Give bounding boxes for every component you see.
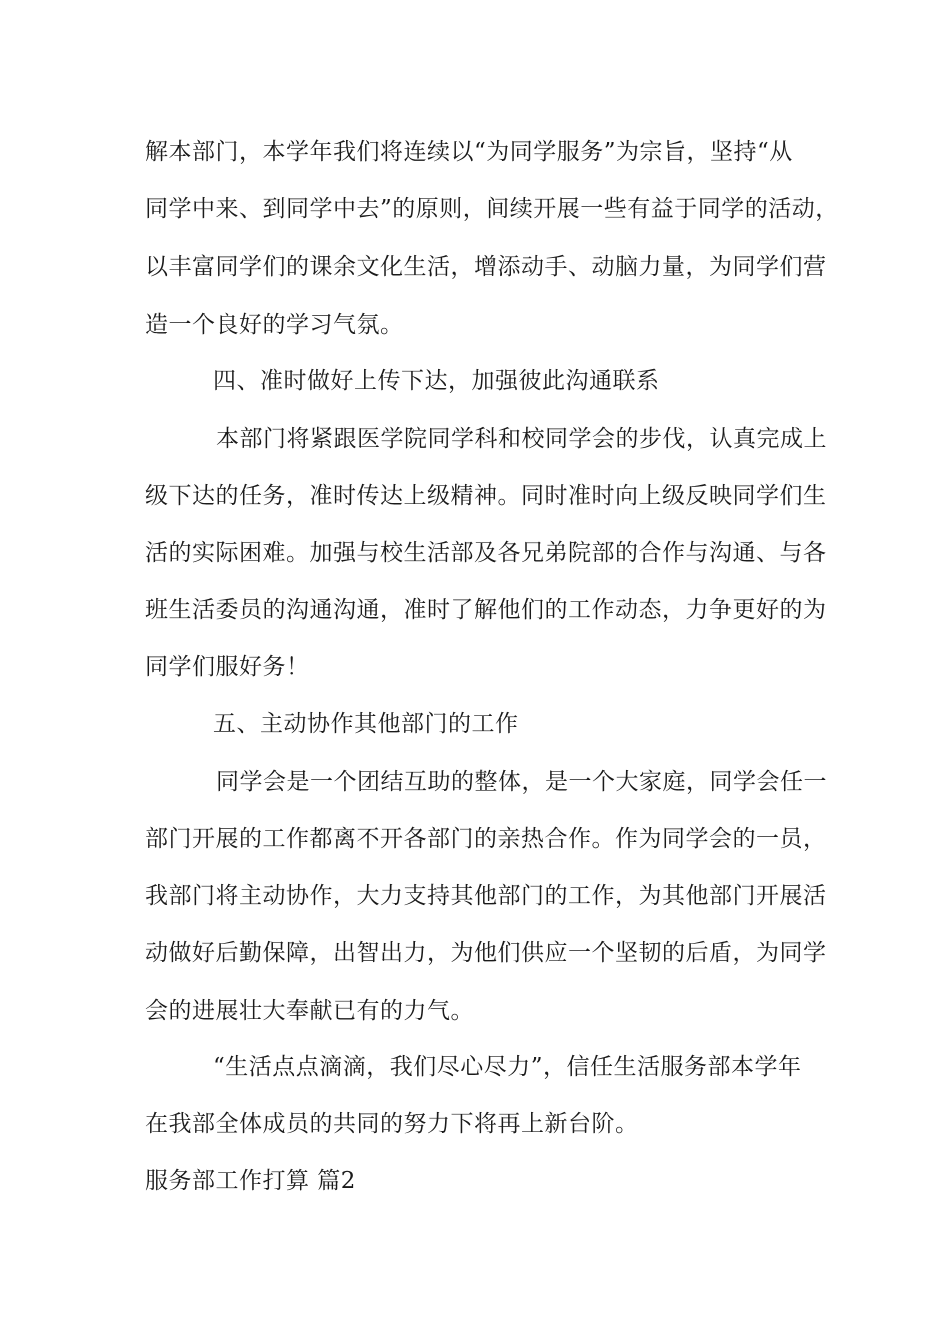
paragraph-line: 同学们服好务！ [145,654,310,680]
paragraph-line: 动做好后勤保障，出智出力，为他们供应一个坚韧的后盾，为同学 [145,940,827,966]
paragraph-line: 活的实际困难。加强与校生活部及各兄弟院部的合作与沟通、与各 [145,540,827,566]
paragraph-line: 造一个良好的学习气氛。 [145,312,404,338]
paragraph-line: 以丰富同学们的课余文化生活，增添动手、动脑力量，为同学们营 [145,254,827,280]
paragraph-line: 同学中来、到同学中去”的原则，间续开展一些有益于同学的活动， [145,196,839,222]
section-heading: 五、主动协作其他部门的工作 [213,711,519,737]
paragraph-line: 在我部全体成员的共同的努力下将再上新台阶。 [145,1111,639,1137]
paragraph-line: 我部门将主动协作，大力支持其他部门的工作，为其他部门开展活 [145,883,827,909]
paragraph-line: 会的进展壮大奉献已有的力气。 [145,998,474,1024]
section-heading: 四、准时做好上传下达，加强彼此沟通联系 [213,368,660,394]
paragraph-line: 解本部门，本学年我们将连续以“为同学服务”为宗旨，坚持“从 [145,139,793,165]
paragraph-line: 级下达的任务，准时传达上级精神。同时准时向上级反映同学们生 [145,483,827,509]
paragraph-line: 班生活委员的沟通沟通，准时了解他们的工作动态，力争更好的为 [145,597,827,623]
paragraph-line: “生活点点滴滴，我们尽心尽力”，信任生活服务部本学年 [213,1054,802,1080]
document-subtitle: 服务部工作打算 篇2 [145,1168,356,1194]
paragraph-line: 本部门将紧跟医学院同学科和校同学会的步伐，认真完成上 [216,426,827,452]
paragraph-line: 部门开展的工作都离不开各部门的亲热合作。作为同学会的一员， [145,826,827,852]
paragraph-line: 同学会是一个团结互助的整体，是一个大家庭，同学会任一 [216,769,827,795]
